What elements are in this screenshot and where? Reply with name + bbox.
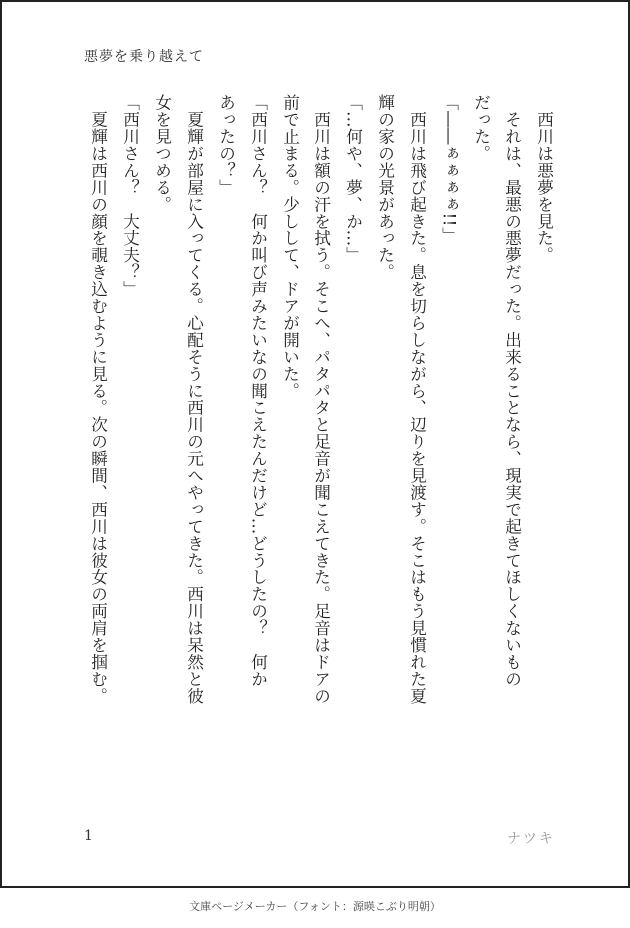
page-number: 1 [84,828,93,844]
text-line: だった。 [471,94,491,162]
author-name: ナツキ [507,831,555,847]
text-line: 女を見つめる。 [152,94,172,213]
text-line: 夏輝が部屋に入ってくる。心配そうに西川の元へやってきた。西川は呆然と彼 [184,94,204,705]
text-line: それは、最悪の悪夢だった。出来ることなら、現実で起きてほしくないもの [502,94,522,688]
footer-credit: 文庫ページメーカー（フォント：源暎こぶり明朝） [189,900,441,913]
text-line: 西川は悪夢を見た。 [534,94,554,264]
text-line: 「西川さん？ 何か叫び声みたいなの聞こえたんだけど…どうしたの？ 何か [248,94,268,688]
text-line: 夏輝は西川の顔を覗き込むように見る。次の瞬間、西川は彼女の両肩を掴む。 [88,94,108,705]
body-text [72,94,557,814]
running-title: 悪夢を乗り越えて [84,49,204,65]
text-line: 輝の家の光景があった。 [375,94,395,281]
text-line: 西川は額の汗を拭う。そこへ、パタパタと足音が聞こえてきた。足音はドアの [311,94,331,705]
text-line: 「…何や、夢、か…」 [343,94,363,264]
text-line: あったの？」 [216,94,236,196]
text-line: 前で止まる。少しして、ドアが開いた。 [280,94,300,400]
text-line: 「――ぁぁぁぁ!!」 [439,94,459,244]
text-line: 「西川さん？ 大丈夫？」 [120,94,140,298]
text-line: 西川は飛び起きた。息を切らしながら、辺りを見渡す。そこはもう見慣れた夏 [407,94,427,705]
